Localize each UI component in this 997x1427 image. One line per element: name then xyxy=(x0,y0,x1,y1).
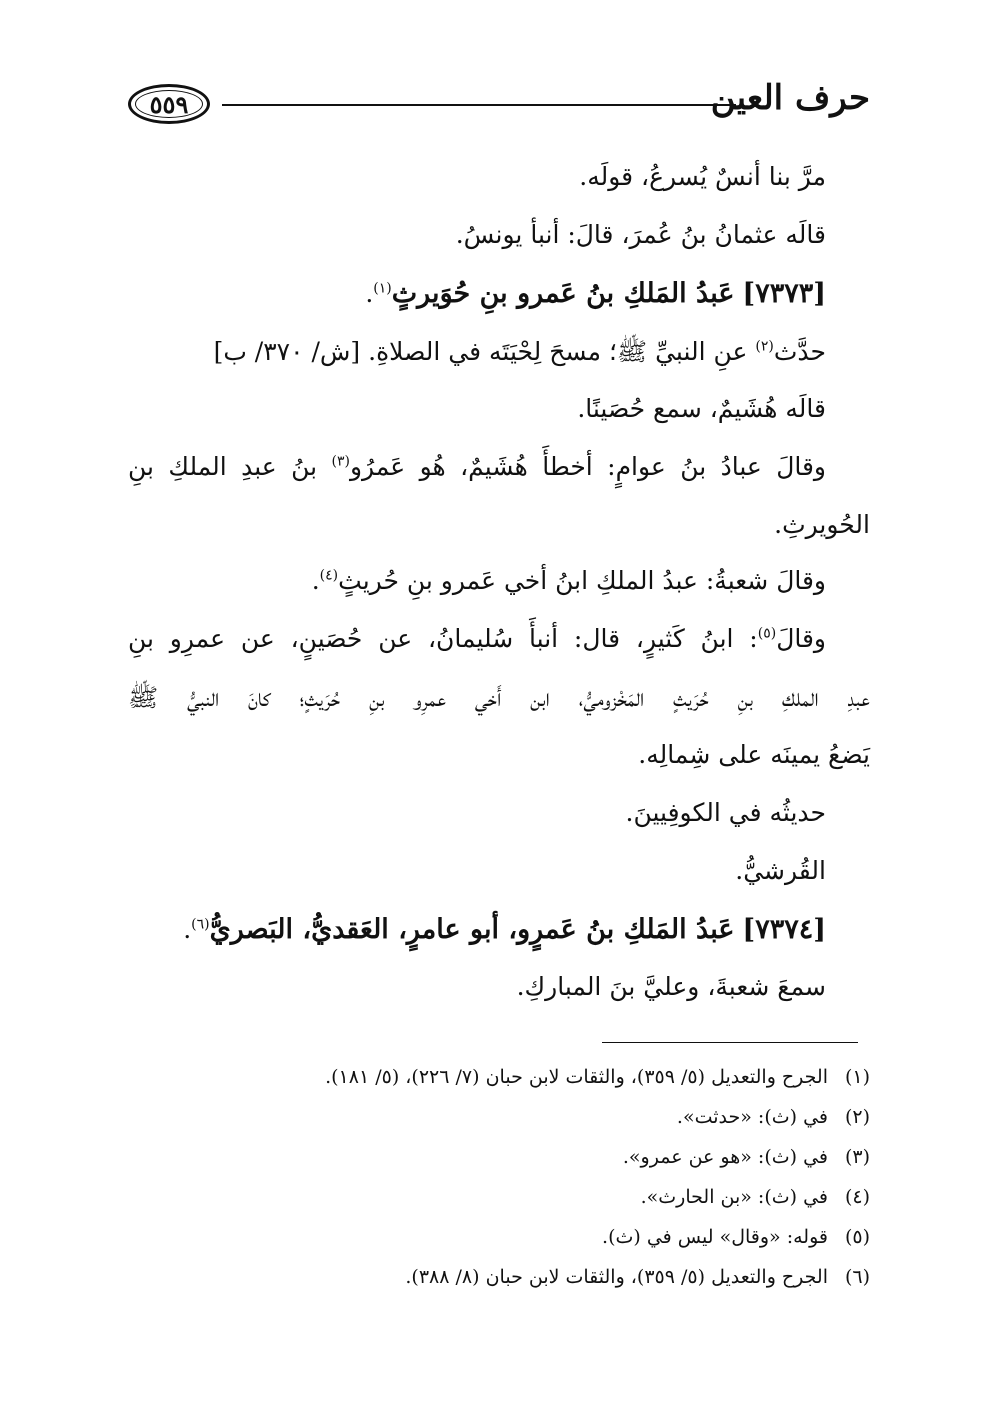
footnote-text: في (ث): «حدثت». xyxy=(676,1106,828,1128)
footnote-number: (٢) xyxy=(844,1106,870,1128)
text-span: : ابنُ كَثيرٍ، قال: أنبأَ سُليمانُ، عن حُصَينٍ، عن عمرِو بنِ xyxy=(128,624,758,653)
footnote-number: (٦) xyxy=(844,1266,870,1288)
footnote xyxy=(325,1066,870,1088)
entry-number: [٧٣٧٤] xyxy=(742,914,826,945)
text-line: سمعَ شعبةَ، وعليَّ بنَ المباركِ. xyxy=(516,972,826,1001)
text-span: وقالَ شعبةُ: عبدُ الملكِ ابنُ أخي عَمرو بنِ حُريثٍ xyxy=(338,566,826,595)
footnote-separator xyxy=(602,1042,858,1043)
text-span: عنِ النبيِّ ﷺ؛ مسحَ لِحْيَتَه في الصلاةِ. [ش/ ٣٧٠/ ب] xyxy=(213,337,748,366)
text-line: مرَّ بنا أنسٌ يُسرعُ، قولَه. xyxy=(579,162,826,191)
text-line: عبدِ الملكِ بنِ حُرَيثٍ المَخْزوميُّ، ابن أَخي عمرِو بنِ حُرَيثٍ؛ كانَ النبيُّ ﷺ xyxy=(128,683,870,712)
entry-heading-7373: [٧٣٧٣] عَبدُ المَلكِ بنُ عَمرو بنِ حُوَيرثٍ$^{(١)}$. xyxy=(365,278,826,309)
footnote-ref: (٥) xyxy=(757,625,777,642)
footnote-number: (٤) xyxy=(844,1186,870,1208)
footnote xyxy=(623,1146,870,1168)
text-line xyxy=(128,624,826,653)
page-header xyxy=(128,78,870,134)
footnote-text: قوله: «وقال» ليس في (ث). xyxy=(602,1226,828,1248)
text-span: حدَّث xyxy=(773,337,826,366)
footnote-number: (٥) xyxy=(844,1226,870,1248)
text-line: وقالَ شعبةُ: عبدُ الملكِ ابنُ أخي عَمرو بنِ حُريثٍ$^{(٤)}$. xyxy=(311,566,826,595)
text-line xyxy=(214,336,826,373)
footnote-text: الجرح والتعديل (٥/ ٣٥٩)، والثقات لابن حبان (٧/ ٢٢٦)، (٥/ ١٨١). xyxy=(325,1066,828,1088)
text-line: الحُويرثِ. xyxy=(774,510,870,539)
footnote-ref: (١) xyxy=(373,280,392,297)
text-line xyxy=(128,452,826,481)
text-line: حديثُه في الكوفِيينَ. xyxy=(625,798,826,827)
footnote xyxy=(405,1266,870,1288)
footnote xyxy=(641,1186,870,1208)
footnote xyxy=(602,1226,870,1248)
text-span: بنُ عبدِ الملكِ بنِ xyxy=(128,452,318,481)
footnote-ref: (٢) xyxy=(755,338,774,355)
chapter-title: حرف العين xyxy=(710,78,870,118)
text-line: القُرشيُّ. xyxy=(735,856,826,885)
footnote-ref: (٦) xyxy=(191,916,210,933)
entry-number: [٧٣٧٣] xyxy=(742,278,826,309)
entry-name: عَبدُ المَلكِ بنُ عَمرٍو، أبو عامرٍ، العَقديُّ، البَصريُّ xyxy=(209,914,735,945)
footnote-text: في (ث): «هو عن عمرو». xyxy=(622,1146,828,1168)
footnote-ref: (٣) xyxy=(331,453,350,470)
footnote-number: (١) xyxy=(844,1066,870,1088)
footnote-text: الجرح والتعديل (٥/ ٣٥٩)، والثقات لابن حبان (٨/ ٣٨٨). xyxy=(405,1266,828,1288)
footnote-text: في (ث): «بن الحارث». xyxy=(640,1186,828,1208)
footnote-ref: (٤) xyxy=(319,567,339,584)
footnote-number: (٣) xyxy=(844,1146,870,1168)
entry-name: عَبدُ المَلكِ بنُ عَمرو بنِ حُوَيرثٍ xyxy=(391,278,735,309)
entry-heading-7374: [٧٣٧٤] عَبدُ المَلكِ بنُ عَمرٍو، أبو عامرٍ، العَقديُّ، البَصريُّ$^{(٦)}$. xyxy=(183,914,826,945)
text-span: وقالَ xyxy=(776,624,826,653)
text-line: يَضعُ يمينَه على شِمالِه. xyxy=(638,740,870,769)
footnote xyxy=(677,1106,870,1128)
text-span: وقالَ عبادُ بنُ عوامٍ: أخطأَ هُشَيمٌ، هُو عَمرُو xyxy=(349,452,827,481)
text-line: قالَه عثمانُ بنُ عُمرَ، قالَ: أنبأ يونسُ. xyxy=(455,220,826,249)
header-rule xyxy=(222,104,736,106)
text-line: قالَه هُشَيمٌ، سمع حُصَينًا. xyxy=(577,394,826,423)
page-number-badge xyxy=(128,84,210,124)
page-number: ٥٥٩ xyxy=(149,89,189,119)
